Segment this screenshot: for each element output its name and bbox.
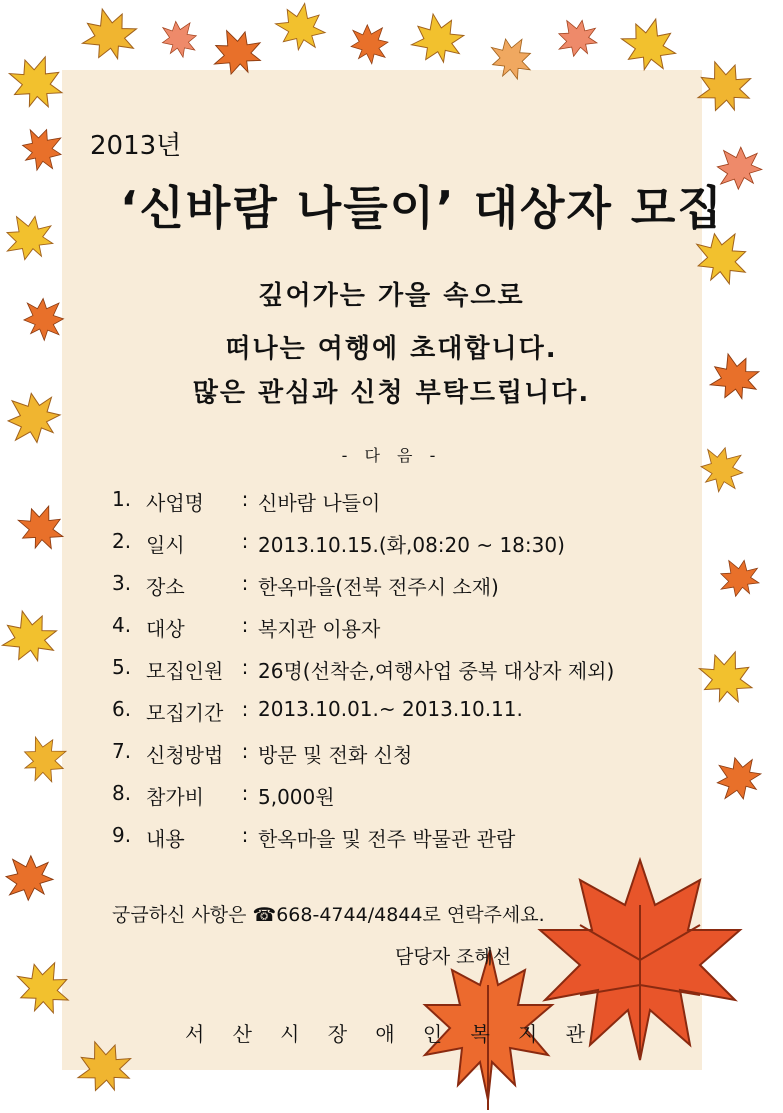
item-number: 4.: [112, 613, 132, 637]
org-char: 장: [327, 1022, 348, 1046]
item-label: 대상: [146, 617, 185, 641]
item-colon: :: [241, 823, 249, 847]
item-number: 1.: [112, 487, 132, 511]
item-number: 3.: [112, 571, 132, 595]
org-char: 지: [518, 1022, 538, 1046]
list-item: [112, 781, 614, 823]
item-value: 한옥마을 및 전주 박물관 관람: [258, 827, 516, 851]
item-value: 복지관 이용자: [258, 617, 381, 641]
item-number: 7.: [112, 739, 132, 763]
item-value: 신바람 나들이: [258, 491, 381, 515]
item-value: 한옥마을(전북 전주시 소재): [258, 575, 499, 599]
item-number: 6.: [112, 697, 132, 721]
list-item: [112, 697, 614, 739]
item-label: 모집인원: [146, 659, 224, 683]
item-colon: :: [241, 529, 249, 553]
year-label: 2013년: [90, 131, 182, 161]
intro-line-3: 많은 관심과 신청 부탁드립니다.: [192, 378, 591, 408]
item-value: 방문 및 전화 신청: [258, 743, 413, 767]
contact-info: 궁금하신 사항은 ☎668-4744/4844로 연락주세요.: [112, 904, 545, 926]
org-char: 관: [565, 1022, 585, 1046]
large-maple-leaf-icon: [422, 860, 740, 1110]
organization-name: [185, 1018, 585, 1047]
item-number: 2.: [112, 529, 132, 553]
item-colon: :: [241, 697, 249, 721]
org-char: 산: [232, 1022, 252, 1046]
details-list: [112, 487, 614, 865]
list-item: [112, 613, 614, 655]
item-value: 2013.10.15.(화,08:20 ~ 18:30): [258, 533, 565, 557]
item-label: 신청방법: [146, 743, 224, 767]
list-item: [112, 739, 614, 781]
top-leaves-icon: [1, 0, 759, 120]
item-number: 9.: [112, 823, 132, 847]
item-colon: :: [241, 739, 249, 763]
item-label: 내용: [146, 827, 185, 851]
org-char: 서: [185, 1022, 205, 1046]
item-label: 장소: [146, 575, 185, 599]
item-colon: :: [241, 781, 249, 805]
item-colon: :: [241, 487, 249, 511]
section-divider-label: - 다 음 -: [341, 446, 442, 465]
list-item: [112, 823, 614, 865]
item-colon: :: [241, 613, 249, 637]
org-char: 복: [470, 1022, 490, 1046]
item-number: 5.: [112, 655, 132, 679]
list-item: [112, 571, 614, 613]
org-char: 애: [375, 1022, 395, 1046]
item-value: 5,000원: [258, 785, 335, 809]
item-label: 참가비: [146, 785, 204, 809]
item-value: 2013.10.01.~ 2013.10.11.: [258, 697, 523, 721]
org-char: 시: [280, 1022, 300, 1046]
list-item: [112, 529, 614, 571]
item-number: 8.: [112, 781, 132, 805]
item-colon: :: [241, 655, 249, 679]
intro-line-2: 떠나는 여행에 초대합니다.: [225, 334, 558, 364]
list-item: [112, 655, 614, 697]
poster-title: ‘신바람 나들이’ 대상자 모집: [120, 181, 724, 235]
manager-name: 담당자 조혜선: [395, 946, 512, 968]
item-colon: :: [241, 571, 249, 595]
item-value: 26명(선착순,여행사업 중복 대상자 제외): [258, 659, 615, 683]
item-label: 모집기간: [146, 701, 224, 725]
item-label: 사업명: [146, 491, 204, 515]
list-item: [112, 487, 614, 529]
org-char: 인: [422, 1022, 443, 1046]
item-label: 일시: [146, 533, 185, 557]
intro-line-1: 깊어가는 가을 속으로: [258, 281, 525, 311]
